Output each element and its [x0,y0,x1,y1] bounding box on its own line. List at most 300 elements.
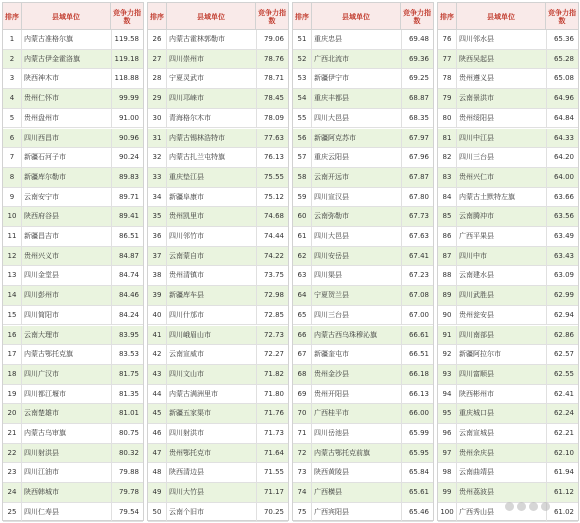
table-row [3,503,143,523]
score-cell: 67.87 [401,168,432,188]
table-row [438,109,578,129]
rank-cell: 3 [3,69,22,89]
table-row [438,306,578,326]
rank-cell: 86 [438,227,457,247]
table-row [148,89,288,109]
score-cell: 81.75 [111,365,142,385]
table-row [3,385,143,405]
rank-cell: 24 [3,483,22,503]
unit-cell: 四川武胜县 [459,291,494,300]
unit-cell: 四川什邡市 [169,310,204,319]
score-cell: 62.99 [546,286,577,306]
table-row [148,188,288,208]
unit-cell: 陕西府谷县 [24,212,59,221]
rank-cell: 68 [293,365,312,385]
rank-cell: 17 [3,345,22,365]
rank-cell: 69 [293,385,312,405]
unit-cell: 四川大邑县 [314,232,349,240]
score-cell: 83.95 [111,326,142,346]
rank-cell: 83 [438,168,457,188]
rank-cell: 31 [148,129,167,149]
score-cell: 68.87 [401,89,432,109]
rank-cell: 42 [148,345,167,365]
score-cell: 78.71 [256,69,287,89]
unit-cell: 内蒙古鄂托克前旗 [314,448,370,457]
rank-cell: 87 [438,247,457,267]
table-row [293,306,433,326]
unit-cell: 广西桂平市 [314,409,349,418]
rank-cell: 26 [148,30,167,50]
rank-cell: 71 [293,424,312,444]
rank-cell: 12 [3,247,22,267]
table-header [3,3,143,30]
score-cell: 119.58 [111,30,142,50]
score-cell: 90.96 [111,129,142,149]
score-cell: 66.00 [401,404,432,424]
unit-cell: 新疆昌吉市 [24,232,59,240]
score-cell: 63.49 [546,227,577,247]
unit-cell: 新疆五家渠市 [169,409,211,418]
table-row [148,129,288,149]
rank-cell: 49 [148,483,167,503]
table-row [293,503,433,523]
unit-cell: 贵州凯里市 [169,212,204,221]
score-cell: 71.55 [256,463,287,483]
table-row [3,345,143,365]
header-rank: 排序 [3,3,22,30]
unit-cell: 贵州余庆县 [459,448,494,457]
score-cell: 71.76 [256,404,287,424]
score-cell: 65.84 [401,463,432,483]
score-cell: 66.13 [401,385,432,405]
table-row [3,227,143,247]
rank-cell: 76 [438,30,457,50]
unit-cell: 四川三台县 [459,153,494,162]
table-row [438,424,578,444]
header-score: 竞争力指数 [548,8,576,25]
table-row [438,129,578,149]
table-row [3,286,143,306]
unit-cell: 云南建水县 [459,271,494,280]
table-row [148,266,288,286]
table-row [148,168,288,188]
rank-cell: 34 [148,188,167,208]
rank-cell: 7 [3,148,22,168]
score-cell: 64.33 [546,129,577,149]
unit-cell: 贵州绥阳县 [459,113,494,122]
rank-cell: 4 [3,89,22,109]
unit-cell: 内蒙古满洲里市 [169,389,218,398]
score-cell: 75.55 [256,168,287,188]
score-cell: 61.02 [546,503,577,523]
table-row [438,188,578,208]
table-row [148,50,288,70]
table-row [3,365,143,385]
rank-cell: 92 [438,345,457,365]
unit-cell: 贵州荔波县 [459,488,494,497]
score-cell: 62.41 [546,385,577,405]
unit-cell: 贵州盘州市 [24,113,59,122]
unit-cell: 云南大理市 [24,330,59,339]
rank-cell: 36 [148,227,167,247]
score-cell: 67.23 [401,266,432,286]
rank-cell: 13 [3,266,22,286]
score-cell: 71.80 [256,385,287,405]
table-row [293,109,433,129]
score-cell: 71.64 [256,444,287,464]
score-cell: 72.27 [256,345,287,365]
table-row [293,345,433,365]
unit-cell: 四川南部县 [459,330,494,339]
score-cell: 72.73 [256,326,287,346]
score-cell: 70.25 [256,503,287,523]
unit-cell: 云南个旧市 [169,507,204,516]
table-row [148,444,288,464]
unit-cell: 云南开远市 [314,172,349,181]
unit-cell: 四川邻竹市 [169,232,204,240]
unit-cell: 云南景洪市 [459,94,494,103]
unit-cell: 陕西韩城市 [24,488,59,497]
score-cell: 73.75 [256,266,287,286]
table-row [293,463,433,483]
table-block-1 [2,2,144,521]
header-score: 竞争力指数 [113,8,141,25]
score-cell: 84.24 [111,306,142,326]
header-rank: 排序 [148,3,167,30]
score-cell: 62.94 [546,306,577,326]
table-row [438,266,578,286]
table-row [3,188,143,208]
table-row [293,266,433,286]
unit-cell: 重庆忠县 [314,35,342,43]
unit-cell: 宁夏灵武市 [169,74,204,83]
header-rank: 排序 [438,3,457,30]
watermark [505,498,565,514]
rank-cell: 18 [3,365,22,385]
unit-cell: 贵州清镇市 [169,271,204,280]
score-cell: 63.09 [546,266,577,286]
rank-cell: 51 [293,30,312,50]
table-row [148,326,288,346]
table-row [148,345,288,365]
unit-cell: 内蒙古土默特左旗 [459,192,515,201]
table-row [438,365,578,385]
unit-cell: 新疆阜康市 [169,192,204,201]
table-row [3,326,143,346]
unit-cell: 四川安岳县 [314,251,349,260]
rank-cell: 100 [438,503,457,523]
table-row [148,306,288,326]
rank-cell: 66 [293,326,312,346]
score-cell: 61.12 [546,483,577,503]
unit-cell: 四川峨眉山市 [169,330,211,339]
rank-cell: 90 [438,306,457,326]
table-row [438,148,578,168]
header-score: 竞争力指数 [403,8,431,25]
table-row [293,385,433,405]
score-cell: 90.24 [111,148,142,168]
score-cell: 71.82 [256,365,287,385]
unit-cell: 内蒙古霍林郭勒市 [169,35,225,43]
table-row [293,404,433,424]
table-row [293,444,433,464]
unit-cell: 四川三台县 [314,310,349,319]
table-row [293,483,433,503]
score-cell: 65.08 [546,69,577,89]
rank-cell: 91 [438,326,457,346]
unit-cell: 云南弥勒市 [314,212,349,221]
score-cell: 83.53 [111,345,142,365]
unit-cell: 云南宣城县 [459,429,494,437]
unit-cell: 新疆阿拉尔市 [459,350,501,359]
rank-cell: 77 [438,50,457,70]
table-row [3,148,143,168]
unit-cell: 四川中市 [459,251,487,260]
rank-cell: 43 [148,365,167,385]
score-cell: 86.51 [111,227,142,247]
unit-cell: 内蒙古准格尔旗 [24,35,73,43]
rank-cell: 95 [438,404,457,424]
rank-cell: 81 [438,129,457,149]
score-cell: 69.25 [401,69,432,89]
score-cell: 65.99 [401,424,432,444]
score-cell: 119.18 [111,50,142,70]
unit-cell: 陕西神木市 [24,74,59,83]
table-header [438,3,578,30]
unit-cell: 四川射洪市 [169,429,204,437]
score-cell: 66.51 [401,345,432,365]
score-cell: 78.76 [256,50,287,70]
score-cell: 65.28 [546,50,577,70]
table-row [438,89,578,109]
unit-cell: 云南蒙自市 [169,251,204,260]
table-row [293,168,433,188]
table-row [3,50,143,70]
rank-cell: 11 [3,227,22,247]
rank-cell: 54 [293,89,312,109]
table-row [293,207,433,227]
unit-cell: 内蒙古扎兰屯特旗 [169,153,225,162]
score-cell: 84.46 [111,286,142,306]
table-row [148,365,288,385]
rank-cell: 39 [148,286,167,306]
rank-cell: 25 [3,503,22,523]
header-unit: 县域单位 [167,3,256,30]
rank-cell: 64 [293,286,312,306]
unit-cell: 内蒙古西乌珠穆沁旗 [314,330,377,339]
unit-cell: 陕西吴起县 [459,54,494,63]
score-cell: 64.84 [546,109,577,129]
table-row [293,129,433,149]
rank-cell: 63 [293,266,312,286]
score-cell: 67.80 [401,188,432,208]
table-row [438,30,578,50]
score-cell: 84.87 [111,247,142,267]
score-cell: 63.43 [546,247,577,267]
rank-cell: 33 [148,168,167,188]
table-row [148,424,288,444]
rank-cell: 5 [3,109,22,129]
rank-cell: 35 [148,207,167,227]
score-cell: 64.20 [546,148,577,168]
unit-cell: 陕西彬州市 [459,389,494,398]
score-cell: 65.95 [401,444,432,464]
score-cell: 78.45 [256,89,287,109]
rank-cell: 50 [148,503,167,523]
score-cell: 99.99 [111,89,142,109]
table-row [3,424,143,444]
rank-cell: 15 [3,306,22,326]
table-row [293,227,433,247]
table-row [293,188,433,208]
score-cell: 76.13 [256,148,287,168]
table-row [148,207,288,227]
table-row [3,207,143,227]
table-row [438,385,578,405]
rank-cell: 9 [3,188,22,208]
unit-cell: 贵州瓮安县 [459,310,494,319]
score-cell: 62.10 [546,444,577,464]
rank-cell: 96 [438,424,457,444]
unit-cell: 内蒙古鄂托克旗 [24,350,73,359]
score-cell: 118.88 [111,69,142,89]
rank-cell: 61 [293,227,312,247]
score-cell: 72.85 [256,306,287,326]
score-cell: 62.24 [546,404,577,424]
score-cell: 65.36 [546,30,577,50]
unit-cell: 四川彭州市 [24,291,59,300]
unit-cell: 贵州兴仁市 [459,172,494,181]
rank-cell: 21 [3,424,22,444]
rank-cell: 29 [148,89,167,109]
rank-cell: 30 [148,109,167,129]
score-cell: 67.63 [401,227,432,247]
table-row [3,444,143,464]
table-row [148,385,288,405]
table-row [3,129,143,149]
header-unit: 县域单位 [312,3,401,30]
unit-cell: 广西平果县 [459,232,494,240]
score-cell: 74.22 [256,247,287,267]
score-cell: 64.00 [546,168,577,188]
table-row [438,227,578,247]
table-header [148,3,288,30]
table-row [293,326,433,346]
header-rank: 排序 [293,3,312,30]
table-row [3,266,143,286]
unit-cell: 广西秀山县 [459,507,494,516]
score-cell: 65.61 [401,483,432,503]
header-score: 竞争力指数 [258,8,286,25]
score-cell: 67.00 [401,306,432,326]
score-cell: 79.06 [256,30,287,50]
rank-cell: 2 [3,50,22,70]
score-cell: 79.54 [111,503,142,523]
table-row [293,30,433,50]
unit-cell: 云南宣威市 [169,350,204,359]
table-row [3,483,143,503]
table-row [438,404,578,424]
table-row [293,365,433,385]
unit-cell: 内蒙古乌审旗 [24,429,66,437]
unit-cell: 四川崇州市 [169,54,204,63]
unit-cell: 四川富顺县 [459,369,494,378]
rank-cell: 40 [148,306,167,326]
unit-cell: 新疆奎屯市 [314,350,349,359]
score-cell: 67.96 [401,148,432,168]
score-cell: 68.35 [401,109,432,129]
rank-cell: 88 [438,266,457,286]
unit-cell: 四川都江堰市 [24,389,66,398]
table-row [3,69,143,89]
unit-cell: 宁夏贺兰县 [314,291,349,300]
table-block-4 [437,2,579,521]
rank-cell: 72 [293,444,312,464]
unit-cell: 陕西黄陵县 [314,468,349,477]
rank-cell: 16 [3,326,22,346]
score-cell: 81.01 [111,404,142,424]
unit-cell: 四川岳池县 [314,429,349,437]
rank-cell: 58 [293,168,312,188]
table-row [293,148,433,168]
score-cell: 91.00 [111,109,142,129]
score-cell: 65.46 [401,503,432,523]
unit-cell: 四川邻水县 [459,35,494,43]
rank-cell: 93 [438,365,457,385]
unit-cell: 广西横县 [314,488,342,497]
unit-cell: 四川简阳市 [24,310,59,319]
table-row [3,463,143,483]
score-cell: 79.88 [111,463,142,483]
rank-cell: 97 [438,444,457,464]
table-block-3 [292,2,434,521]
table-row [148,463,288,483]
rank-cell: 80 [438,109,457,129]
unit-cell: 新疆伊宁市 [314,74,349,83]
score-cell: 67.73 [401,207,432,227]
rank-cell: 10 [3,207,22,227]
unit-cell: 青海格尔木市 [169,113,211,122]
rank-cell: 89 [438,286,457,306]
rank-cell: 85 [438,207,457,227]
table-row [293,89,433,109]
rank-cell: 84 [438,188,457,208]
score-cell: 69.36 [401,50,432,70]
header-unit: 县域单位 [457,3,546,30]
score-cell: 64.96 [546,89,577,109]
score-cell: 89.83 [111,168,142,188]
score-cell: 69.48 [401,30,432,50]
rank-cell: 27 [148,50,167,70]
score-cell: 74.68 [256,207,287,227]
rank-cell: 53 [293,69,312,89]
unit-cell: 云南楚雄市 [24,409,59,418]
rank-cell: 45 [148,404,167,424]
table-row [438,345,578,365]
unit-cell: 新疆库尔勒市 [24,172,66,181]
rank-cell: 38 [148,266,167,286]
table-row [148,286,288,306]
rank-cell: 23 [3,463,22,483]
rank-cell: 82 [438,148,457,168]
table-row [438,247,578,267]
rank-cell: 1 [3,30,22,50]
table-row [293,69,433,89]
table-row [3,404,143,424]
unit-cell: 贵州鄂托克市 [169,448,211,457]
score-cell: 63.66 [546,188,577,208]
score-cell: 89.71 [111,188,142,208]
